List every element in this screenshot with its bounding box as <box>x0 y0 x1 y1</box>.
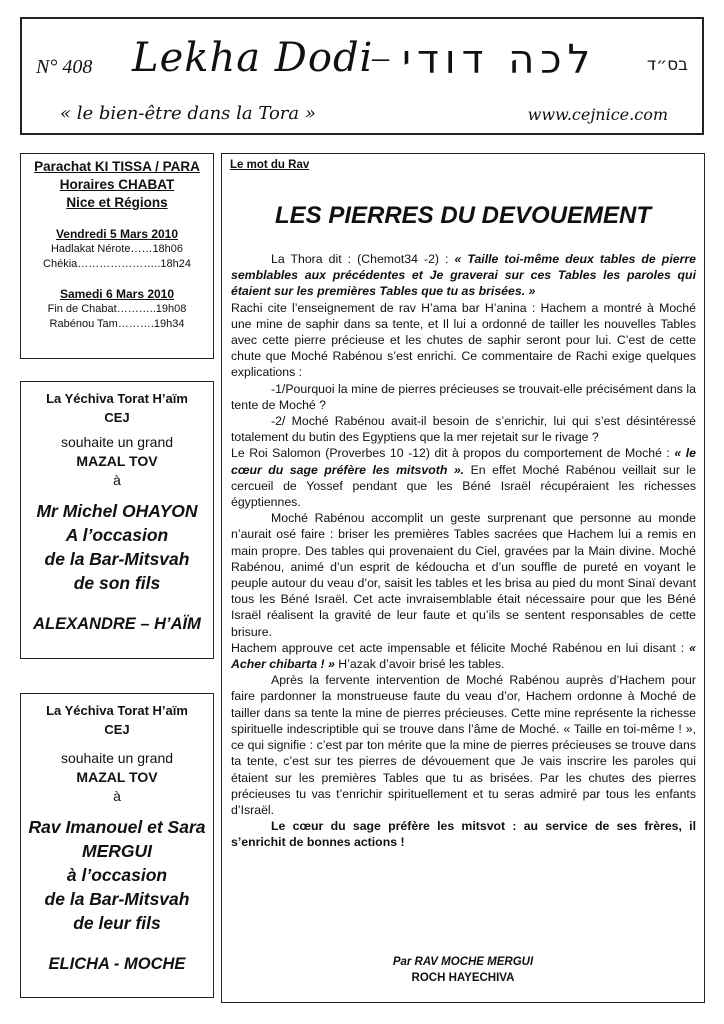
child-names: ELICHA - MOCHE <box>48 955 186 973</box>
newsletter-title: Lekha Dodi <box>132 35 374 81</box>
article-paragraph: -1/Pourquoi la mine de pierres précieuses se trouvait-elle précisément dans la tente de Moché ? <box>231 381 696 412</box>
masthead <box>20 17 704 135</box>
title-dash: – <box>372 39 389 76</box>
honoree-line: Rav Imanouel et Sara <box>28 817 206 837</box>
horaires-title: Horaires CHABAT <box>59 177 175 192</box>
rav-article <box>221 153 705 1003</box>
article-paragraph: Après la fervente intervention de Moché Rabénou auprès d’Hachem pour faire pardonner la monstrueuse faute du veau d’or, Hachem ordonne à Moché de tailler dans sa tente la mine de pierres précieuses. Cette mine représente la richesse spirituelle indescriptible qui se trouve dans l’âme de Moché. « Taille en toi-même ! », ce qui signifie : c’est par ton mérite que la mine de pierres précieuses se trouve dans ta tente, c’est sur tes pierres de dévouement que Je vais inscrire les paroles qui étaient sur les premières Tables que tu as brisées. Par les chutes des pierres précieuses tu vas t’enrichir spirituellement et tu seras admiré par tous les enfants d’Israël. <box>231 673 696 817</box>
text-run: La Thora dit : (Chemot34 -2) : <box>271 252 455 266</box>
article-paragraph <box>231 640 696 672</box>
mazal-tov-box-1 <box>20 381 214 659</box>
text-run: Le Roi Salomon (Proverbes 10 -12) dit à propos du comportement de Moché : <box>231 446 675 461</box>
honoree-line: MERGUI <box>82 841 152 861</box>
region-title: Nice et Régions <box>66 195 168 210</box>
org-name: La Yéchiva Torat H’aïm <box>46 391 188 406</box>
article-paragraph <box>231 251 696 300</box>
signature-role: ROCH HAYECHIVA <box>411 972 515 984</box>
article-body <box>231 251 696 851</box>
article-paragraph <box>231 445 696 510</box>
org-name: La Yéchiva Torat H’aïm <box>46 703 188 718</box>
article-paragraph: Moché Rabénou accomplit un geste surprenant que personne au monde n’aurait osé faire : briser les premières Tables sacrées que Hachem lui a remis en main propre. Des tables qui provenaient du Ciel, gravées par la Main divine. Moché Rabénou, animé d’un esprit de kédoucha et d’un souffle de pureté en voyant le peuple autour du veau d’or, saisit les tables et les brisa au pied du mont Sinaï devant tous les Béné Israël. Cet acte invraisemblable était nécessaire pour que les Béné Israël réalisent la gravité de leur faute et qu’ils se sentent responsables de cette brisure. <box>231 511 696 639</box>
article-conclusion: Le cœur du sage préfère les mitsvot : au service de ses frères, il s’enrichit de bonnes actions ! <box>231 819 696 850</box>
parasha-title: Parachat KI TISSA / PARA <box>34 159 200 174</box>
subtitle: « le bien-être dans la Tora » <box>60 103 316 124</box>
text-run: H’azak d’avoir brisé les tables. <box>334 657 505 672</box>
wishes-text: souhaite un grand <box>60 750 174 766</box>
mazal-tov-text: MAZAL TOV <box>76 769 158 785</box>
shabbat-end: Fin de Chabat………..19h08 <box>47 303 187 315</box>
bsd-mark: בס״ד <box>646 55 688 75</box>
honoree-line: Mr Michel OHAYON <box>36 501 198 521</box>
org-acronym: CEJ <box>104 722 130 737</box>
text-run: En effet Moché Rabénou veillait sur le cercueil de Yossef pendant que les Béné Israël récupéraient les richesses égyptiennes. <box>231 462 696 510</box>
org-acronym: CEJ <box>104 410 130 425</box>
honoree-line: de leur fils <box>73 913 161 933</box>
article-title: LES PIERRES DU DEVOUEMENT <box>274 202 652 229</box>
friday-date: Vendredi 5 Mars 2010 <box>55 227 179 241</box>
text-run: Hachem approuve cet acte impensable et félicite Moché Rabénou en lui disant : <box>231 640 690 655</box>
honoree-line: de la Bar-Mitsvah <box>44 889 190 909</box>
honoree-line: de son fils <box>73 573 161 593</box>
rubric-label: Le mot du Rav <box>230 159 310 171</box>
mazal-tov-text: MAZAL TOV <box>76 453 158 469</box>
saturday-date: Samedi 6 Mars 2010 <box>59 287 175 301</box>
quote-text: « Acher chibarta ! » <box>231 640 696 672</box>
honoree-line: de la Bar-Mitsvah <box>44 549 190 569</box>
to-text: à <box>113 472 121 488</box>
rabbenu-tam: Rabénou Tam……….19h34 <box>49 318 185 330</box>
hebrew-title: לכה דודי <box>402 37 597 83</box>
honoree-line: à l’occasion <box>66 865 168 885</box>
website-link[interactable]: www.cejnice.com <box>527 105 668 124</box>
article-paragraph: -2/ Moché Rabénou avait-il besoin de s’enrichir, lui qui s’est désintéressé totalement du butin des Egyptiens que la mer rejetait sur le rivage ? <box>231 414 696 445</box>
article-paragraph: Rachi cite l’enseignement de rav H’ama bar H’anina : Hachem a montré à Moché une mine de saphir dans sa tente, et Il lui a ordonné de tailler les nouvelles Tables avec cette pierre précieuse et les chutes de saphir seront pour lui. C’est de cette chute que Moché Rabénou s’est enrichi. Ce commentaire de Rachi exige quelques explications : <box>231 300 696 380</box>
wishes-text: souhaite un grand <box>60 434 174 450</box>
quote-text: « Taille toi-même deux tables de pierre semblables aux précédentes et Je graverai sur ces Tables les paroles qui étaient sur les premières Tables que tu as brisées. » <box>231 252 696 299</box>
shabbat-times-box <box>20 153 214 359</box>
mazal-tov-box-2 <box>20 693 214 998</box>
friday-shekia: Chékia…………………..18h24 <box>43 258 191 270</box>
friday-candle-lighting: Hadlakat Nérote……18h06 <box>50 243 184 255</box>
quote-text: « le cœur du sage préfère les mitsvoth ». <box>231 446 696 477</box>
signature <box>222 954 704 986</box>
child-names: ALEXANDRE – H’AÏM <box>33 615 201 633</box>
honoree-line: A l’occasion <box>65 525 169 545</box>
signature-author: Par RAV MOCHE MERGUI <box>392 956 534 968</box>
to-text: à <box>113 788 121 804</box>
issue-number: N° 408 <box>36 56 93 78</box>
